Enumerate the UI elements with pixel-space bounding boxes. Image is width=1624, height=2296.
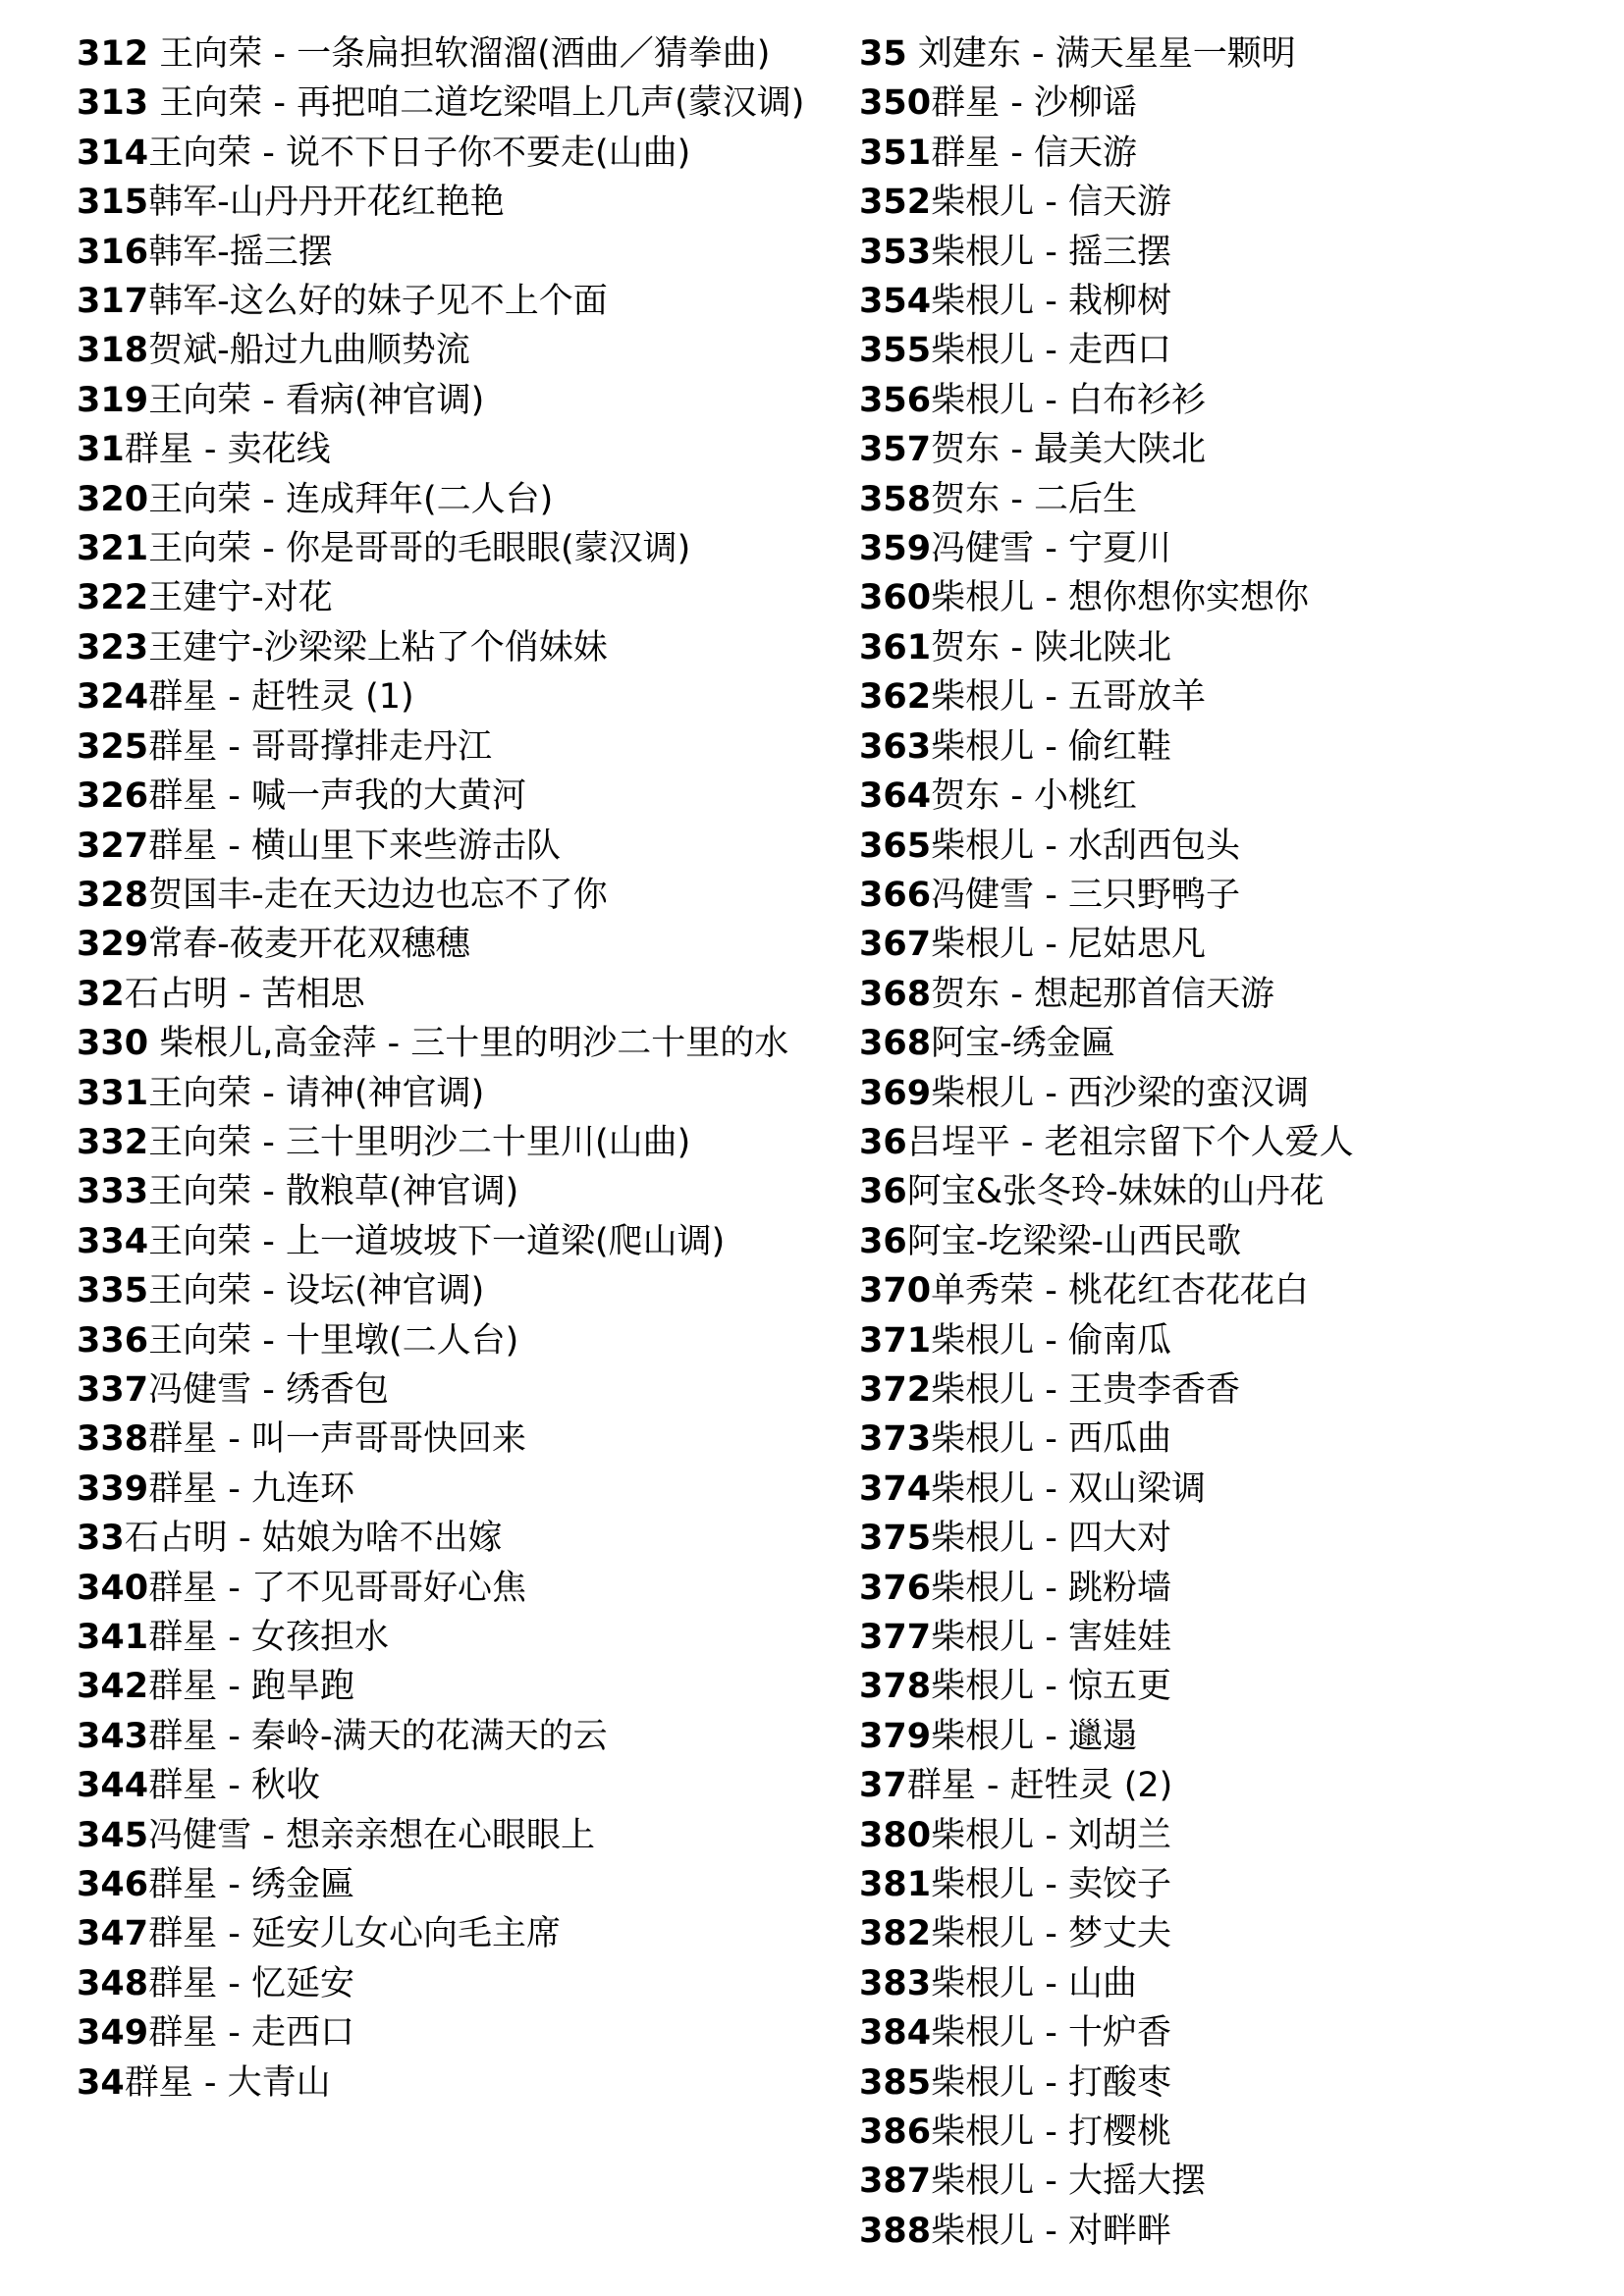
song-number: 343 xyxy=(77,1716,149,1756)
song-number: 318 xyxy=(77,331,149,371)
song-entry xyxy=(77,277,813,326)
song-number: 317 xyxy=(77,282,149,322)
song-number: 327 xyxy=(77,826,149,866)
song-number: 312 xyxy=(77,34,149,74)
song-number: 349 xyxy=(77,2013,149,2054)
song-title: 柴根儿 - 害娃娃 xyxy=(931,1618,1171,1657)
song-title: 王向荣 - 再把咱二道圪梁唱上几声(蒙汉调) xyxy=(148,83,805,124)
song-entry xyxy=(859,1909,1586,1958)
song-entry xyxy=(859,2157,1586,2206)
song-number: 386 xyxy=(859,2112,932,2153)
song-title: 群星 - 了不见哥哥好心焦 xyxy=(148,1568,526,1608)
song-title: 柴根儿 - 尼姑思凡 xyxy=(931,925,1206,965)
song-title: 群星 - 叫一声哥哥快回来 xyxy=(148,1419,526,1460)
song-entry xyxy=(859,1415,1586,1464)
song-number: 368 xyxy=(859,974,932,1014)
song-number: 352 xyxy=(859,183,932,223)
song-number: 32 xyxy=(77,974,125,1014)
song-title: 柴根儿 - 五哥放羊 xyxy=(931,677,1206,718)
song-entry xyxy=(77,1167,813,1216)
song-number: 387 xyxy=(859,2162,932,2202)
song-title: 柴根儿 - 梦丈夫 xyxy=(931,1914,1171,1954)
song-number: 336 xyxy=(77,1320,149,1361)
song-number: 332 xyxy=(77,1122,149,1162)
song-entry xyxy=(859,1266,1586,1315)
song-entry xyxy=(859,129,1586,178)
song-title: 韩军-山丹丹开花红艳艳 xyxy=(148,183,505,223)
song-title: 韩军-摇三摆 xyxy=(148,232,333,272)
song-number: 360 xyxy=(859,578,932,618)
song-number: 34 xyxy=(77,2062,125,2103)
song-number: 375 xyxy=(859,1519,932,1559)
song-entry xyxy=(77,1365,813,1415)
song-title: 冯健雪 - 三只野鸭子 xyxy=(931,875,1240,915)
song-title: 柴根儿 - 栽柳树 xyxy=(931,282,1171,322)
song-entry xyxy=(859,871,1586,920)
song-entry xyxy=(859,2207,1586,2256)
song-entry xyxy=(859,2108,1586,2157)
song-entry xyxy=(859,573,1586,622)
song-number: 335 xyxy=(77,1271,149,1311)
song-number: 379 xyxy=(859,1716,932,1756)
song-entry xyxy=(77,1514,813,1563)
song-title: 柴根儿 - 王贵李香香 xyxy=(931,1369,1240,1410)
song-title: 柴根儿,高金萍 - 三十里的明沙二十里的水 xyxy=(148,1024,789,1064)
song-entry xyxy=(77,1266,813,1315)
song-entry xyxy=(77,475,813,524)
song-number: 351 xyxy=(859,133,932,173)
song-number: 345 xyxy=(77,1815,149,1855)
song-title: 王向荣 - 十里墩(二人台) xyxy=(148,1320,519,1361)
song-title: 柴根儿 - 刘胡兰 xyxy=(931,1815,1171,1855)
song-entry xyxy=(77,1761,813,1810)
song-title: 贺斌-船过九曲顺势流 xyxy=(148,331,470,371)
song-number: 367 xyxy=(859,925,932,965)
song-entry xyxy=(859,1959,1586,2008)
song-number: 357 xyxy=(859,430,932,470)
song-title: 冯健雪 - 想亲亲想在心眼眼上 xyxy=(148,1815,595,1855)
song-number: 365 xyxy=(859,826,932,866)
song-title: 王向荣 - 散粮草(神官调) xyxy=(148,1172,519,1212)
song-number: 368 xyxy=(859,1024,932,1064)
song-number: 364 xyxy=(859,776,932,817)
song-title: 柴根儿 - 西沙梁的蛮汉调 xyxy=(931,1073,1309,1113)
song-number: 363 xyxy=(859,726,932,767)
song-number: 381 xyxy=(859,1865,932,1905)
song-number: 346 xyxy=(77,1865,149,1905)
song-entry xyxy=(859,79,1586,128)
song-title: 柴根儿 - 偷南瓜 xyxy=(931,1320,1171,1361)
song-title: 柴根儿 - 西瓜曲 xyxy=(931,1419,1171,1460)
song-entry xyxy=(859,425,1586,474)
song-title: 群星 - 大青山 xyxy=(124,2062,331,2103)
song-entry xyxy=(77,573,813,622)
song-entry xyxy=(77,871,813,920)
song-number: 324 xyxy=(77,677,149,718)
song-number: 33 xyxy=(77,1519,125,1559)
song-entry xyxy=(859,1019,1586,1068)
song-title: 柴根儿 - 摇三摆 xyxy=(931,232,1171,272)
song-title: 贺东 - 二后生 xyxy=(931,479,1137,519)
song-entry xyxy=(77,79,813,128)
song-entry xyxy=(859,920,1586,969)
song-title: 阿宝-圪梁梁-山西民歌 xyxy=(906,1221,1241,1261)
song-number: 355 xyxy=(859,331,932,371)
song-title: 群星 - 女孩担水 xyxy=(148,1618,389,1657)
song-number: 326 xyxy=(77,776,149,817)
song-entry xyxy=(77,1712,813,1761)
song-number: 361 xyxy=(859,627,932,667)
song-title: 贺东 - 陕北陕北 xyxy=(931,627,1171,667)
song-entry xyxy=(77,178,813,227)
song-title: 柴根儿 - 信天游 xyxy=(931,183,1171,223)
song-entry xyxy=(859,672,1586,721)
song-entry xyxy=(77,1662,813,1711)
song-title: 柴根儿 - 卖饺子 xyxy=(931,1865,1171,1905)
song-entry xyxy=(859,326,1586,375)
song-entry xyxy=(859,822,1586,871)
song-title: 群星 - 沙柳谣 xyxy=(931,83,1137,124)
song-entry xyxy=(859,1860,1586,1909)
song-entry xyxy=(859,376,1586,425)
song-entry xyxy=(859,524,1586,573)
song-title: 单秀荣 - 桃花红杏花花白 xyxy=(931,1271,1309,1311)
song-entry xyxy=(859,1167,1586,1216)
song-number: 384 xyxy=(859,2013,932,2054)
song-number: 37 xyxy=(859,1766,907,1806)
song-number: 385 xyxy=(859,2062,932,2103)
song-entry xyxy=(859,1613,1586,1662)
song-entry xyxy=(77,425,813,474)
song-entry xyxy=(77,228,813,277)
song-number: 337 xyxy=(77,1369,149,1410)
song-number: 330 xyxy=(77,1024,149,1064)
right-column xyxy=(859,29,1586,2256)
song-title: 柴根儿 - 打酸枣 xyxy=(931,2062,1171,2103)
song-number: 313 xyxy=(77,83,149,124)
song-number: 331 xyxy=(77,1073,149,1113)
song-title: 柴根儿 - 走西口 xyxy=(931,331,1171,371)
song-number: 36 xyxy=(859,1122,907,1162)
song-entry xyxy=(77,1613,813,1662)
song-number: 380 xyxy=(859,1815,932,1855)
song-number: 35 xyxy=(859,34,907,74)
song-title: 柴根儿 - 水刮西包头 xyxy=(931,826,1240,866)
song-entry xyxy=(859,29,1586,79)
song-number: 359 xyxy=(859,529,932,569)
song-entry xyxy=(859,1217,1586,1266)
song-title: 贺国丰-走在天边边也忘不了你 xyxy=(148,875,608,915)
song-number: 354 xyxy=(859,282,932,322)
song-title: 王向荣 - 说不下日子你不要走(山曲) xyxy=(148,133,691,173)
song-entry xyxy=(859,1564,1586,1613)
song-entry xyxy=(77,1811,813,1860)
song-title: 王向荣 - 连成拜年(二人台) xyxy=(148,479,554,519)
song-title: 群星 - 忆延安 xyxy=(148,1963,354,2003)
song-entry xyxy=(859,1069,1586,1118)
song-number: 362 xyxy=(859,677,932,718)
song-title: 韩军-这么好的妹子见不上个面 xyxy=(148,282,608,322)
song-title: 群星 - 延安儿女心向毛主席 xyxy=(148,1914,561,1954)
song-entry xyxy=(77,1118,813,1167)
song-number: 323 xyxy=(77,627,149,667)
song-title: 群星 - 赶牲灵 (1) xyxy=(148,677,414,718)
song-title: 王向荣 - 一条扁担软溜溜(酒曲／猜拳曲) xyxy=(148,34,771,74)
song-entry xyxy=(77,1069,813,1118)
song-entry xyxy=(77,524,813,573)
song-title: 王向荣 - 看病(神官调) xyxy=(148,380,485,420)
song-title: 群星 - 横山里下来些游击队 xyxy=(148,826,561,866)
song-title: 贺东 - 最美大陕北 xyxy=(931,430,1206,470)
song-entry xyxy=(859,722,1586,772)
song-number: 347 xyxy=(77,1914,149,1954)
song-title: 王向荣 - 设坛(神官调) xyxy=(148,1271,485,1311)
song-number: 377 xyxy=(859,1618,932,1657)
song-title: 柴根儿 - 邋遢 xyxy=(931,1716,1137,1756)
song-number: 348 xyxy=(77,1963,149,2003)
song-title: 阿宝&张冬玲-妹妹的山丹花 xyxy=(906,1172,1325,1212)
song-number: 372 xyxy=(859,1369,932,1410)
song-entry xyxy=(77,1909,813,1958)
song-title: 群星 - 秦岭-满天的花满天的云 xyxy=(148,1716,608,1756)
song-title: 柴根儿 - 对畔畔 xyxy=(931,2211,1171,2251)
song-title: 群星 - 喊一声我的大黄河 xyxy=(148,776,526,817)
song-title: 贺东 - 想起那首信天游 xyxy=(931,974,1274,1014)
song-title: 柴根儿 - 大摇大摆 xyxy=(931,2162,1206,2202)
song-entry xyxy=(77,29,813,79)
song-entry xyxy=(77,1959,813,2008)
song-number: 338 xyxy=(77,1419,149,1460)
song-title: 群星 - 赶牲灵 (2) xyxy=(906,1766,1173,1806)
song-entry xyxy=(77,772,813,821)
song-number: 339 xyxy=(77,1468,149,1509)
song-number: 382 xyxy=(859,1914,932,1954)
song-entry xyxy=(859,623,1586,672)
song-title: 王向荣 - 上一道坡坡下一道梁(爬山调) xyxy=(148,1221,726,1261)
song-entry xyxy=(77,1415,813,1464)
song-number: 370 xyxy=(859,1271,932,1311)
song-entry xyxy=(859,178,1586,227)
song-title: 刘建东 - 满天星星一颗明 xyxy=(906,34,1296,74)
song-title: 柴根儿 - 十炉香 xyxy=(931,2013,1171,2054)
song-number: 325 xyxy=(77,726,149,767)
song-title: 冯健雪 - 绣香包 xyxy=(148,1369,389,1410)
song-title: 王向荣 - 三十里明沙二十里川(山曲) xyxy=(148,1122,691,1162)
song-number: 320 xyxy=(77,479,149,519)
song-entry xyxy=(859,1761,1586,1810)
song-title: 群星 - 卖花线 xyxy=(124,430,331,470)
song-entry xyxy=(77,1316,813,1365)
song-number: 371 xyxy=(859,1320,932,1361)
song-entry xyxy=(859,772,1586,821)
song-entry xyxy=(859,228,1586,277)
song-number: 374 xyxy=(859,1468,932,1509)
song-number: 369 xyxy=(859,1073,932,1113)
song-entry xyxy=(77,376,813,425)
song-entry xyxy=(859,1118,1586,1167)
song-number: 383 xyxy=(859,1963,932,2003)
song-entry xyxy=(77,1564,813,1613)
song-number: 334 xyxy=(77,1221,149,1261)
song-entry xyxy=(77,129,813,178)
song-entry xyxy=(77,2008,813,2057)
song-title: 柴根儿 - 打樱桃 xyxy=(931,2112,1171,2153)
song-number: 316 xyxy=(77,232,149,272)
song-title: 柴根儿 - 跳粉墙 xyxy=(931,1568,1171,1608)
song-title: 王向荣 - 你是哥哥的毛眼眼(蒙汉调) xyxy=(148,529,691,569)
song-title: 柴根儿 - 双山梁调 xyxy=(931,1468,1206,1509)
song-title: 柴根儿 - 惊五更 xyxy=(931,1667,1171,1707)
song-number: 342 xyxy=(77,1667,149,1707)
left-column xyxy=(77,29,813,2108)
song-title: 群星 - 信天游 xyxy=(931,133,1137,173)
song-number: 333 xyxy=(77,1172,149,1212)
song-entry xyxy=(859,1514,1586,1563)
song-number: 376 xyxy=(859,1568,932,1608)
song-entry xyxy=(859,2008,1586,2057)
song-title: 柴根儿 - 想你想你实想你 xyxy=(931,578,1309,618)
song-entry xyxy=(859,1316,1586,1365)
song-entry xyxy=(77,1217,813,1266)
song-title: 王建宁-沙梁梁上粘了个俏妹妹 xyxy=(148,627,608,667)
song-title: 群星 - 九连环 xyxy=(148,1468,354,1509)
song-number: 329 xyxy=(77,925,149,965)
song-number: 378 xyxy=(859,1667,932,1707)
song-entry xyxy=(77,1019,813,1068)
song-entry xyxy=(77,722,813,772)
song-number: 319 xyxy=(77,380,149,420)
song-title: 柴根儿 - 白布衫衫 xyxy=(931,380,1206,420)
song-title: 群星 - 秋收 xyxy=(148,1766,320,1806)
song-title: 柴根儿 - 四大对 xyxy=(931,1519,1171,1559)
song-entry xyxy=(859,1465,1586,1514)
song-title: 吕埕平 - 老祖宗留下个人爱人 xyxy=(906,1122,1354,1162)
song-number: 344 xyxy=(77,1766,149,1806)
song-entry xyxy=(77,970,813,1019)
song-title: 柴根儿 - 山曲 xyxy=(931,1963,1137,2003)
song-number: 341 xyxy=(77,1618,149,1657)
song-number: 373 xyxy=(859,1419,932,1460)
song-entry xyxy=(77,672,813,721)
song-entry xyxy=(77,1860,813,1909)
song-number: 322 xyxy=(77,578,149,618)
song-number: 321 xyxy=(77,529,149,569)
song-number: 358 xyxy=(859,479,932,519)
song-number: 36 xyxy=(859,1172,907,1212)
song-number: 36 xyxy=(859,1221,907,1261)
song-title: 柴根儿 - 偷红鞋 xyxy=(931,726,1171,767)
song-title: 王向荣 - 请神(神官调) xyxy=(148,1073,485,1113)
song-title: 冯健雪 - 宁夏川 xyxy=(931,529,1171,569)
song-number: 328 xyxy=(77,875,149,915)
song-title: 群星 - 绣金匾 xyxy=(148,1865,354,1905)
song-entry xyxy=(77,326,813,375)
song-entry xyxy=(77,1465,813,1514)
song-title: 贺东 - 小桃红 xyxy=(931,776,1137,817)
song-entry xyxy=(77,822,813,871)
song-title: 群星 - 走西口 xyxy=(148,2013,354,2054)
song-title: 石占明 - 苦相思 xyxy=(124,974,365,1014)
song-entry xyxy=(859,1811,1586,1860)
song-title: 群星 - 跑旱跑 xyxy=(148,1667,354,1707)
song-number: 315 xyxy=(77,183,149,223)
song-entry xyxy=(859,1662,1586,1711)
song-title: 阿宝-绣金匾 xyxy=(931,1024,1115,1064)
song-number: 366 xyxy=(859,875,932,915)
song-number: 353 xyxy=(859,232,932,272)
song-entry xyxy=(859,1365,1586,1415)
song-entry xyxy=(77,920,813,969)
song-entry xyxy=(859,1712,1586,1761)
song-entry xyxy=(859,2058,1586,2108)
song-entry xyxy=(859,475,1586,524)
song-number: 350 xyxy=(859,83,932,124)
song-number: 340 xyxy=(77,1568,149,1608)
song-entry xyxy=(77,2058,813,2108)
song-entry xyxy=(859,970,1586,1019)
song-number: 356 xyxy=(859,380,932,420)
song-number: 31 xyxy=(77,430,125,470)
song-title: 王建宁-对花 xyxy=(148,578,333,618)
song-entry xyxy=(77,623,813,672)
song-title: 石占明 - 姑娘为啥不出嫁 xyxy=(124,1519,503,1559)
song-entry xyxy=(859,277,1586,326)
song-title: 群星 - 哥哥撑排走丹江 xyxy=(148,726,492,767)
song-title: 常春-莜麦开花双穗穗 xyxy=(148,925,470,965)
song-number: 314 xyxy=(77,133,149,173)
song-number: 388 xyxy=(859,2211,932,2251)
